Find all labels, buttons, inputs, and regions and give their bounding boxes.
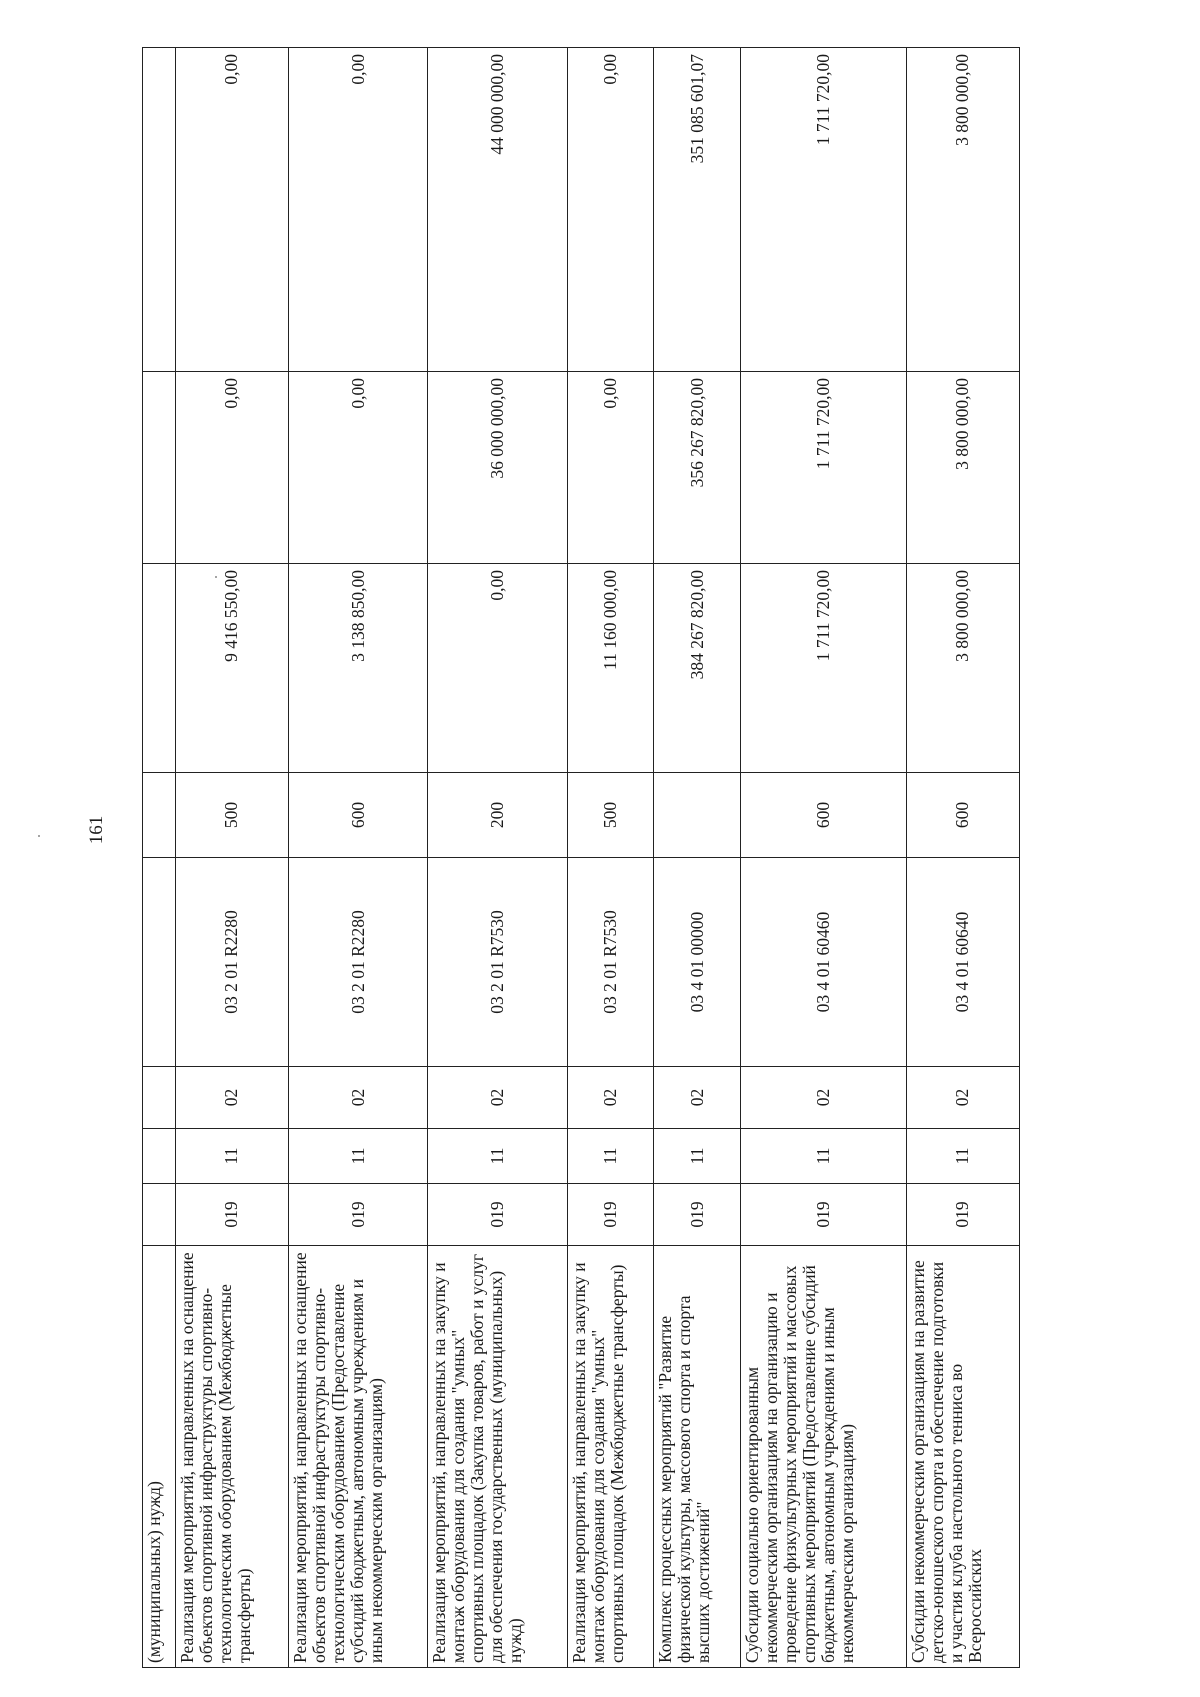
- cell-sum-1: 3 138 850,00: [288, 564, 428, 773]
- cell-gr: 019: [428, 1184, 568, 1246]
- cell-csr: [143, 858, 176, 1067]
- cell-pr: 02: [288, 1067, 428, 1129]
- cell-rz: 11: [176, 1129, 289, 1184]
- cell-rz: 11: [654, 1129, 740, 1184]
- cell-csr: 03 2 01 R2280: [288, 858, 428, 1067]
- budget-table-wrapper: [142, 48, 1020, 1668]
- cell-sum-3: 0,00: [288, 48, 428, 372]
- cell-vr: 600: [740, 773, 906, 858]
- cell-sum-1: [143, 564, 176, 773]
- cell-gr: 019: [654, 1184, 740, 1246]
- cell-vr: 600: [906, 773, 1019, 858]
- cell-sum-3: 351 085 601,07: [654, 48, 740, 372]
- cell-sum-1: 11 160 000,00: [567, 564, 653, 773]
- cell-sum-1: 9 416 550,00: [176, 564, 289, 773]
- cell-csr: 03 4 01 60460: [740, 858, 906, 1067]
- scan-speck: [38, 835, 40, 837]
- cell-csr: 03 2 01 R7530: [428, 858, 568, 1067]
- cell-sum-1: 384 267 820,00: [654, 564, 740, 773]
- cell-sum-3: 1 711 720,00: [740, 48, 906, 372]
- cell-sum-2: 3 800 000,00: [906, 372, 1019, 564]
- cell-sum-2: 36 000 000,00: [428, 372, 568, 564]
- cell-rz: 11: [288, 1129, 428, 1184]
- table-row: [428, 48, 568, 1668]
- cell-sum-2: 0,00: [567, 372, 653, 564]
- table-row: [176, 48, 289, 1668]
- cell-pr: 02: [567, 1067, 653, 1129]
- cell-gr: [143, 1184, 176, 1246]
- table-row: [143, 48, 176, 1668]
- cell-sum-2: 356 267 820,00: [654, 372, 740, 564]
- cell-pr: 02: [654, 1067, 740, 1129]
- cell-name: Субсидии некоммерческим организациям на развитие детско-юношеского спорта и обеспечение подготовки и участия клуба настольного тенниса во Всероссийских: [906, 1246, 1019, 1668]
- cell-rz: 11: [428, 1129, 568, 1184]
- cell-sum-3: 3 800 000,00: [906, 48, 1019, 372]
- budget-table: [142, 47, 1020, 1668]
- cell-sum-2: 0,00: [176, 372, 289, 564]
- cell-csr: 03 2 01 R2280: [176, 858, 289, 1067]
- cell-name: Реализация мероприятий, направленных на оснащение объектов спортивной инфраструктуры спортивно-технологическим оборудованием (Межбюджетные трансферты): [176, 1246, 289, 1668]
- cell-rz: 11: [567, 1129, 653, 1184]
- cell-name: Комплекс процессных мероприятий "Развитие физической культуры, массового спорта и спорта высших достижений": [654, 1246, 740, 1668]
- cell-sum-3: 44 000 000,00: [428, 48, 568, 372]
- cell-sum-1: 0,00: [428, 564, 568, 773]
- cell-vr: [654, 773, 740, 858]
- cell-pr: 02: [740, 1067, 906, 1129]
- cell-name: Субсидии социально ориентированным некоммерческим организациям на организацию и проведение физкультурных мероприятий и массовых спортивных мероприятий (Предоставление субсидий бюджетным, автономным учреждениям и иным некоммерческим организациям): [740, 1246, 906, 1668]
- cell-gr: 019: [906, 1184, 1019, 1246]
- page-number: 161: [86, 815, 107, 845]
- cell-sum-1: 1 711 720,00: [740, 564, 906, 773]
- cell-gr: 019: [740, 1184, 906, 1246]
- cell-vr: 200: [428, 773, 568, 858]
- cell-sum-3: [143, 48, 176, 372]
- cell-rz: 11: [906, 1129, 1019, 1184]
- table-row: [288, 48, 428, 1668]
- cell-sum-2: 0,00: [288, 372, 428, 564]
- cell-sum-2: 1 711 720,00: [740, 372, 906, 564]
- cell-name: (муниципальных) нужд): [143, 1246, 176, 1668]
- cell-rz: [143, 1129, 176, 1184]
- cell-vr: 500: [567, 773, 653, 858]
- cell-gr: 019: [176, 1184, 289, 1246]
- cell-gr: 019: [288, 1184, 428, 1246]
- cell-csr: 03 2 01 R7530: [567, 858, 653, 1067]
- cell-vr: 500: [176, 773, 289, 858]
- cell-name: Реализация мероприятий, направленных на закупку и монтаж оборудования для создания "умных" спортивных площадок (Межбюджетные трансферты): [567, 1246, 653, 1668]
- cell-rz: 11: [740, 1129, 906, 1184]
- table-row: [740, 48, 906, 1668]
- cell-csr: 03 4 01 00000: [654, 858, 740, 1067]
- cell-sum-3: 0,00: [567, 48, 653, 372]
- table-row: [906, 48, 1019, 1668]
- cell-name: Реализация мероприятий, направленных на закупку и монтаж оборудования для создания "умных" спортивных площадок (Закупка товаров, работ и услуг для обеспечения государственных (муниципальных) нужд): [428, 1246, 568, 1668]
- cell-gr: 019: [567, 1184, 653, 1246]
- cell-vr: [143, 773, 176, 858]
- table-row: [567, 48, 653, 1668]
- cell-sum-1: 3 800 000,00: [906, 564, 1019, 773]
- cell-sum-2: [143, 372, 176, 564]
- table-row: [654, 48, 740, 1668]
- cell-name: Реализация мероприятий, направленных на оснащение объектов спортивной инфраструктуры спортивно-технологическим оборудованием (Предоставление субсидий бюджетным, автономным учреждениям и иным некоммерческим организациям): [288, 1246, 428, 1668]
- cell-pr: 02: [906, 1067, 1019, 1129]
- cell-vr: 600: [288, 773, 428, 858]
- cell-pr: 02: [428, 1067, 568, 1129]
- cell-pr: [143, 1067, 176, 1129]
- cell-sum-3: 0,00: [176, 48, 289, 372]
- cell-csr: 03 4 01 60640: [906, 858, 1019, 1067]
- cell-pr: 02: [176, 1067, 289, 1129]
